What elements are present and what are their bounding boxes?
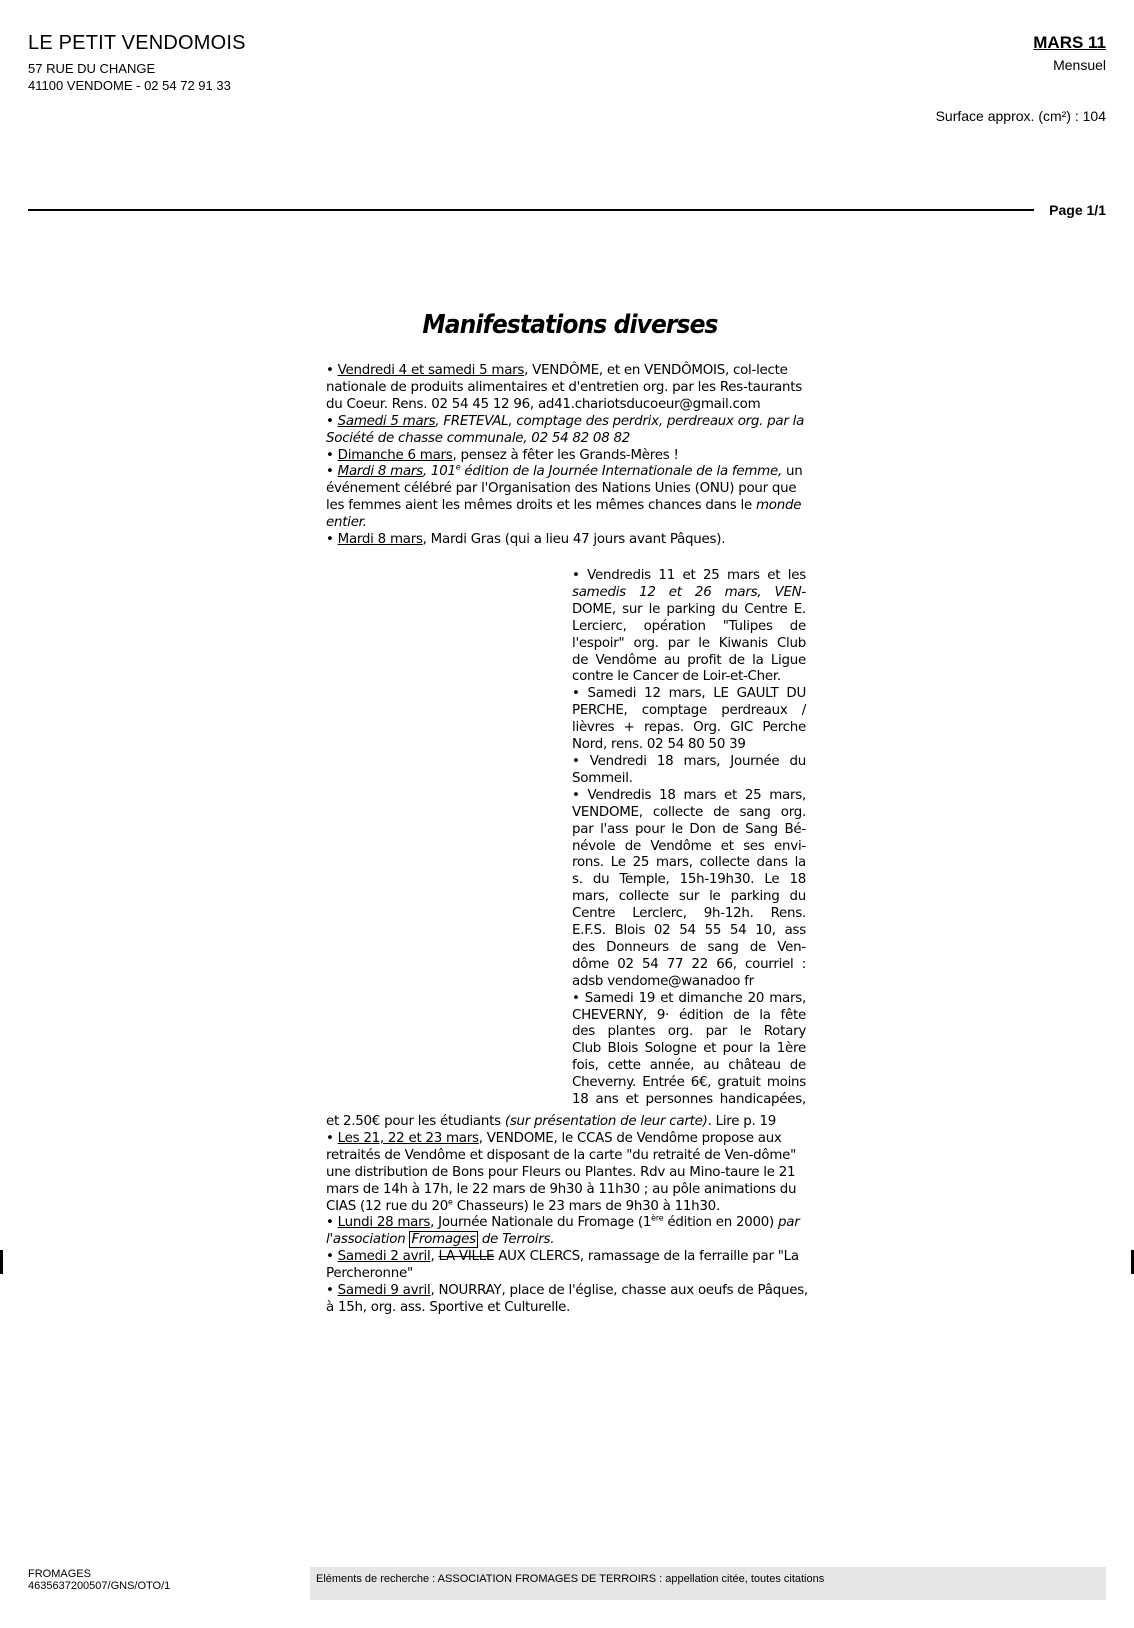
column-line: fois, cette année, au château de <box>572 1058 806 1074</box>
event-date: Samedi 5 mars <box>337 413 436 429</box>
column-line: rons. Le 25 mars, collecte dans la <box>572 855 806 871</box>
column-line: de Vendôme au profit de la Ligue <box>572 652 806 668</box>
event-paragraph: • Lundi 28 mars, Journée Nationale du Fromage (1ère édition en 2000) par l'association Fromages de Terroirs. <box>326 1213 800 1248</box>
article-title: Manifestations diverses <box>422 310 718 340</box>
publication-address: 57 RUE DU CHANGE <box>28 61 156 76</box>
column-line: par l'ass pour le Don de Sang Bé- <box>572 821 806 837</box>
event-paragraph: • Les 21, 22 et 23 mars, VENDOME, le CCAS de Vendôme propose aux retraités de Vendôme et disposant de la carte "du retraité de Ven-dôme" une distribution de Bons pour Fleurs ou Plantes. Rdv au Mino-taure le 21 mars de 14h à 17h, le 22 mars de 9h30 à 11h30 ; au pôle animations du CIAS (12 rue du 20e Chasseurs) le 23 mars de 9h30 à 11h30. <box>326 1130 797 1214</box>
column-line: DOME, sur le parking du Centre E. <box>572 601 806 617</box>
event-date: Samedi 2 avril <box>337 1249 431 1265</box>
column-line: • Vendredis 18 mars et 25 mars, <box>572 787 806 803</box>
event-date: Mardi 8 mars <box>337 532 423 548</box>
event-paragraph: • Samedi 5 mars, FRETEVAL, comptage des perdrix, perdreaux org. par la Société de chasse communale, 02 54 82 08 82 <box>326 413 805 446</box>
column-line: Centre Lerclerc, 9h-12h. Rens. <box>572 906 806 922</box>
event-paragraph: • Mardi 8 mars, Mardi Gras (qui a lieu 47 jours avant Pâques). <box>326 532 726 548</box>
column-line: E.F.S. Blois 02 54 55 54 10, ass <box>572 923 806 939</box>
column-line: samedis 12 et 26 mars, VEN- <box>572 584 806 600</box>
column-line: lièvres + repas. Org. GIC Perche <box>572 720 806 736</box>
registration-mark-left <box>0 1250 3 1274</box>
event-place: , FRETEVAL <box>435 413 509 429</box>
event-date: Les 21, 22 et 23 mars <box>337 1130 479 1146</box>
article-right-column <box>572 568 806 1109</box>
event-paragraph: • Vendredi 4 et samedi 5 mars, VENDÔME, et en VENDÔMOIS, col-lecte nationale de produits alimentaires et d'entretien org. par les Res-taurants du Coeur. Rens. 02 54 45 12 96, ad41.chariotsducoeur@gmail.com <box>326 363 802 412</box>
column-line: PERCHE, comptage perdreaux / <box>572 703 806 719</box>
event-paragraph: et 2.50€ pour les étudiants (sur présentation de leur carte). Lire p. 19 <box>326 1114 777 1129</box>
column-line: • Vendredi 18 mars, Journée du <box>572 753 806 769</box>
event-paragraph: • Samedi 2 avril, LA VILLE AUX CLERCS, ramassage de la ferraille par "La Percheronne" <box>326 1249 799 1282</box>
column-line: VENDOME, collecte de sang org. <box>572 804 806 820</box>
article-top-column <box>326 363 810 549</box>
event-paragraph: • Dimanche 6 mars, pensez à fêter les Grands-Mères ! <box>326 447 679 463</box>
column-line: l'espoir" org. par le Kiwanis Club <box>572 635 806 651</box>
event-paragraph: • Samedi 9 avril, NOURRAY, place de l'église, chasse aux oeufs de Pâques, à 15h, org. ass. Sportive et Culturelle. <box>326 1283 808 1315</box>
event-text: , VENDÔME, et en VENDÔMOIS, col-lecte nationale de produits alimentaires et d'entretien org. par les Res-taurants du Coeur. Rens. 02 54 45 12 96, ad41.chariotsducoeur@gmail.com <box>326 363 802 412</box>
column-line: • Vendredis 11 et 25 mars et les <box>572 568 806 583</box>
column-line: adsb vendome@wanadoo fr <box>572 973 754 989</box>
publication-city-phone: 41100 VENDOME - 02 54 72 91 33 <box>28 78 231 93</box>
footer-keyword: FROMAGES <box>28 1568 91 1580</box>
column-line: 18 ans et personnes handicapées, <box>572 1092 806 1108</box>
page-number: Page 1/1 <box>1049 202 1106 218</box>
event-text: , comptage des perdrix, perdreaux org. par la Société de chasse communale, 02 54 82 08 82 <box>326 413 805 446</box>
issue-date: MARS 11 <box>1033 33 1106 52</box>
column-line: des Donneurs de sang de Ven- <box>572 939 806 955</box>
column-line: s. du Temple, 15h-19h30. Le 18 <box>572 872 806 888</box>
column-line: mars, collecte sur le parking du <box>572 889 806 905</box>
column-line: névole de Vendôme et ses envi- <box>572 838 806 854</box>
column-line: des plantes org. par le Rotary <box>572 1024 806 1040</box>
header-divider <box>28 209 1034 211</box>
column-line: • Samedi 19 et dimanche 20 mars, <box>572 990 806 1006</box>
event-date: Vendredi 4 et samedi 5 mars <box>337 363 525 378</box>
struck-text: LA VILLE <box>438 1249 495 1265</box>
column-line: CHEVERNY, 9· édition de la fête <box>572 1007 806 1023</box>
column-line: Nord, rens. 02 54 80 50 39 <box>572 737 746 753</box>
column-line: Sommeil. <box>572 770 633 786</box>
footer-reference-code: 4635637200507/GNS/OTO/1 <box>28 1580 171 1592</box>
event-paragraph: • Mardi 8 mars, 101e édition de la Journée Internationale de la femme, un événement célébré par l'Organisation des Nations Unies (ONU) pour que les femmes aient les mêmes droits et les mêmes chances dans le monde entier. <box>326 462 803 531</box>
event-text: , pensez à fêter les Grands-Mères ! <box>452 447 679 463</box>
footer-search-terms: Eléments de recherche : ASSOCIATION FROMAGES DE TERROIRS : appellation citée, toutes citations <box>316 1573 825 1585</box>
event-date: Mardi 8 mars <box>337 464 423 480</box>
column-line: Club Blois Sologne et pour la 1ère <box>572 1041 806 1057</box>
highlighted-keyword: Fromages <box>411 1232 476 1248</box>
event-text: un événement célébré par l'Organisation des Nations Unies (ONU) pour que les femmes aient les mêmes droits et les mêmes chances dans le <box>326 464 803 514</box>
publication-name: LE PETIT VENDOMOIS <box>28 32 246 54</box>
column-line: Cheverny. Entrée 6€, gratuit moins <box>572 1075 806 1091</box>
event-date: Samedi 9 avril <box>337 1283 431 1299</box>
column-line: contre le Cancer de Loir-et-Cher. <box>572 669 781 685</box>
event-text: , Mardi Gras (qui a lieu 47 jours avant Pâques). <box>422 532 726 548</box>
column-line: Lercierc, opération "Tulipes de <box>572 618 806 634</box>
surface-area: Surface approx. (cm²) : 104 <box>935 108 1106 124</box>
publication-frequency: Mensuel <box>1053 57 1106 73</box>
event-date: Lundi 28 mars <box>337 1215 431 1231</box>
column-line: • Samedi 12 mars, LE GAULT DU <box>572 686 806 702</box>
article-bottom-column <box>326 1114 810 1317</box>
event-date: Dimanche 6 mars <box>337 447 453 463</box>
column-line: dôme 02 54 77 22 66, courriel : <box>572 956 806 972</box>
